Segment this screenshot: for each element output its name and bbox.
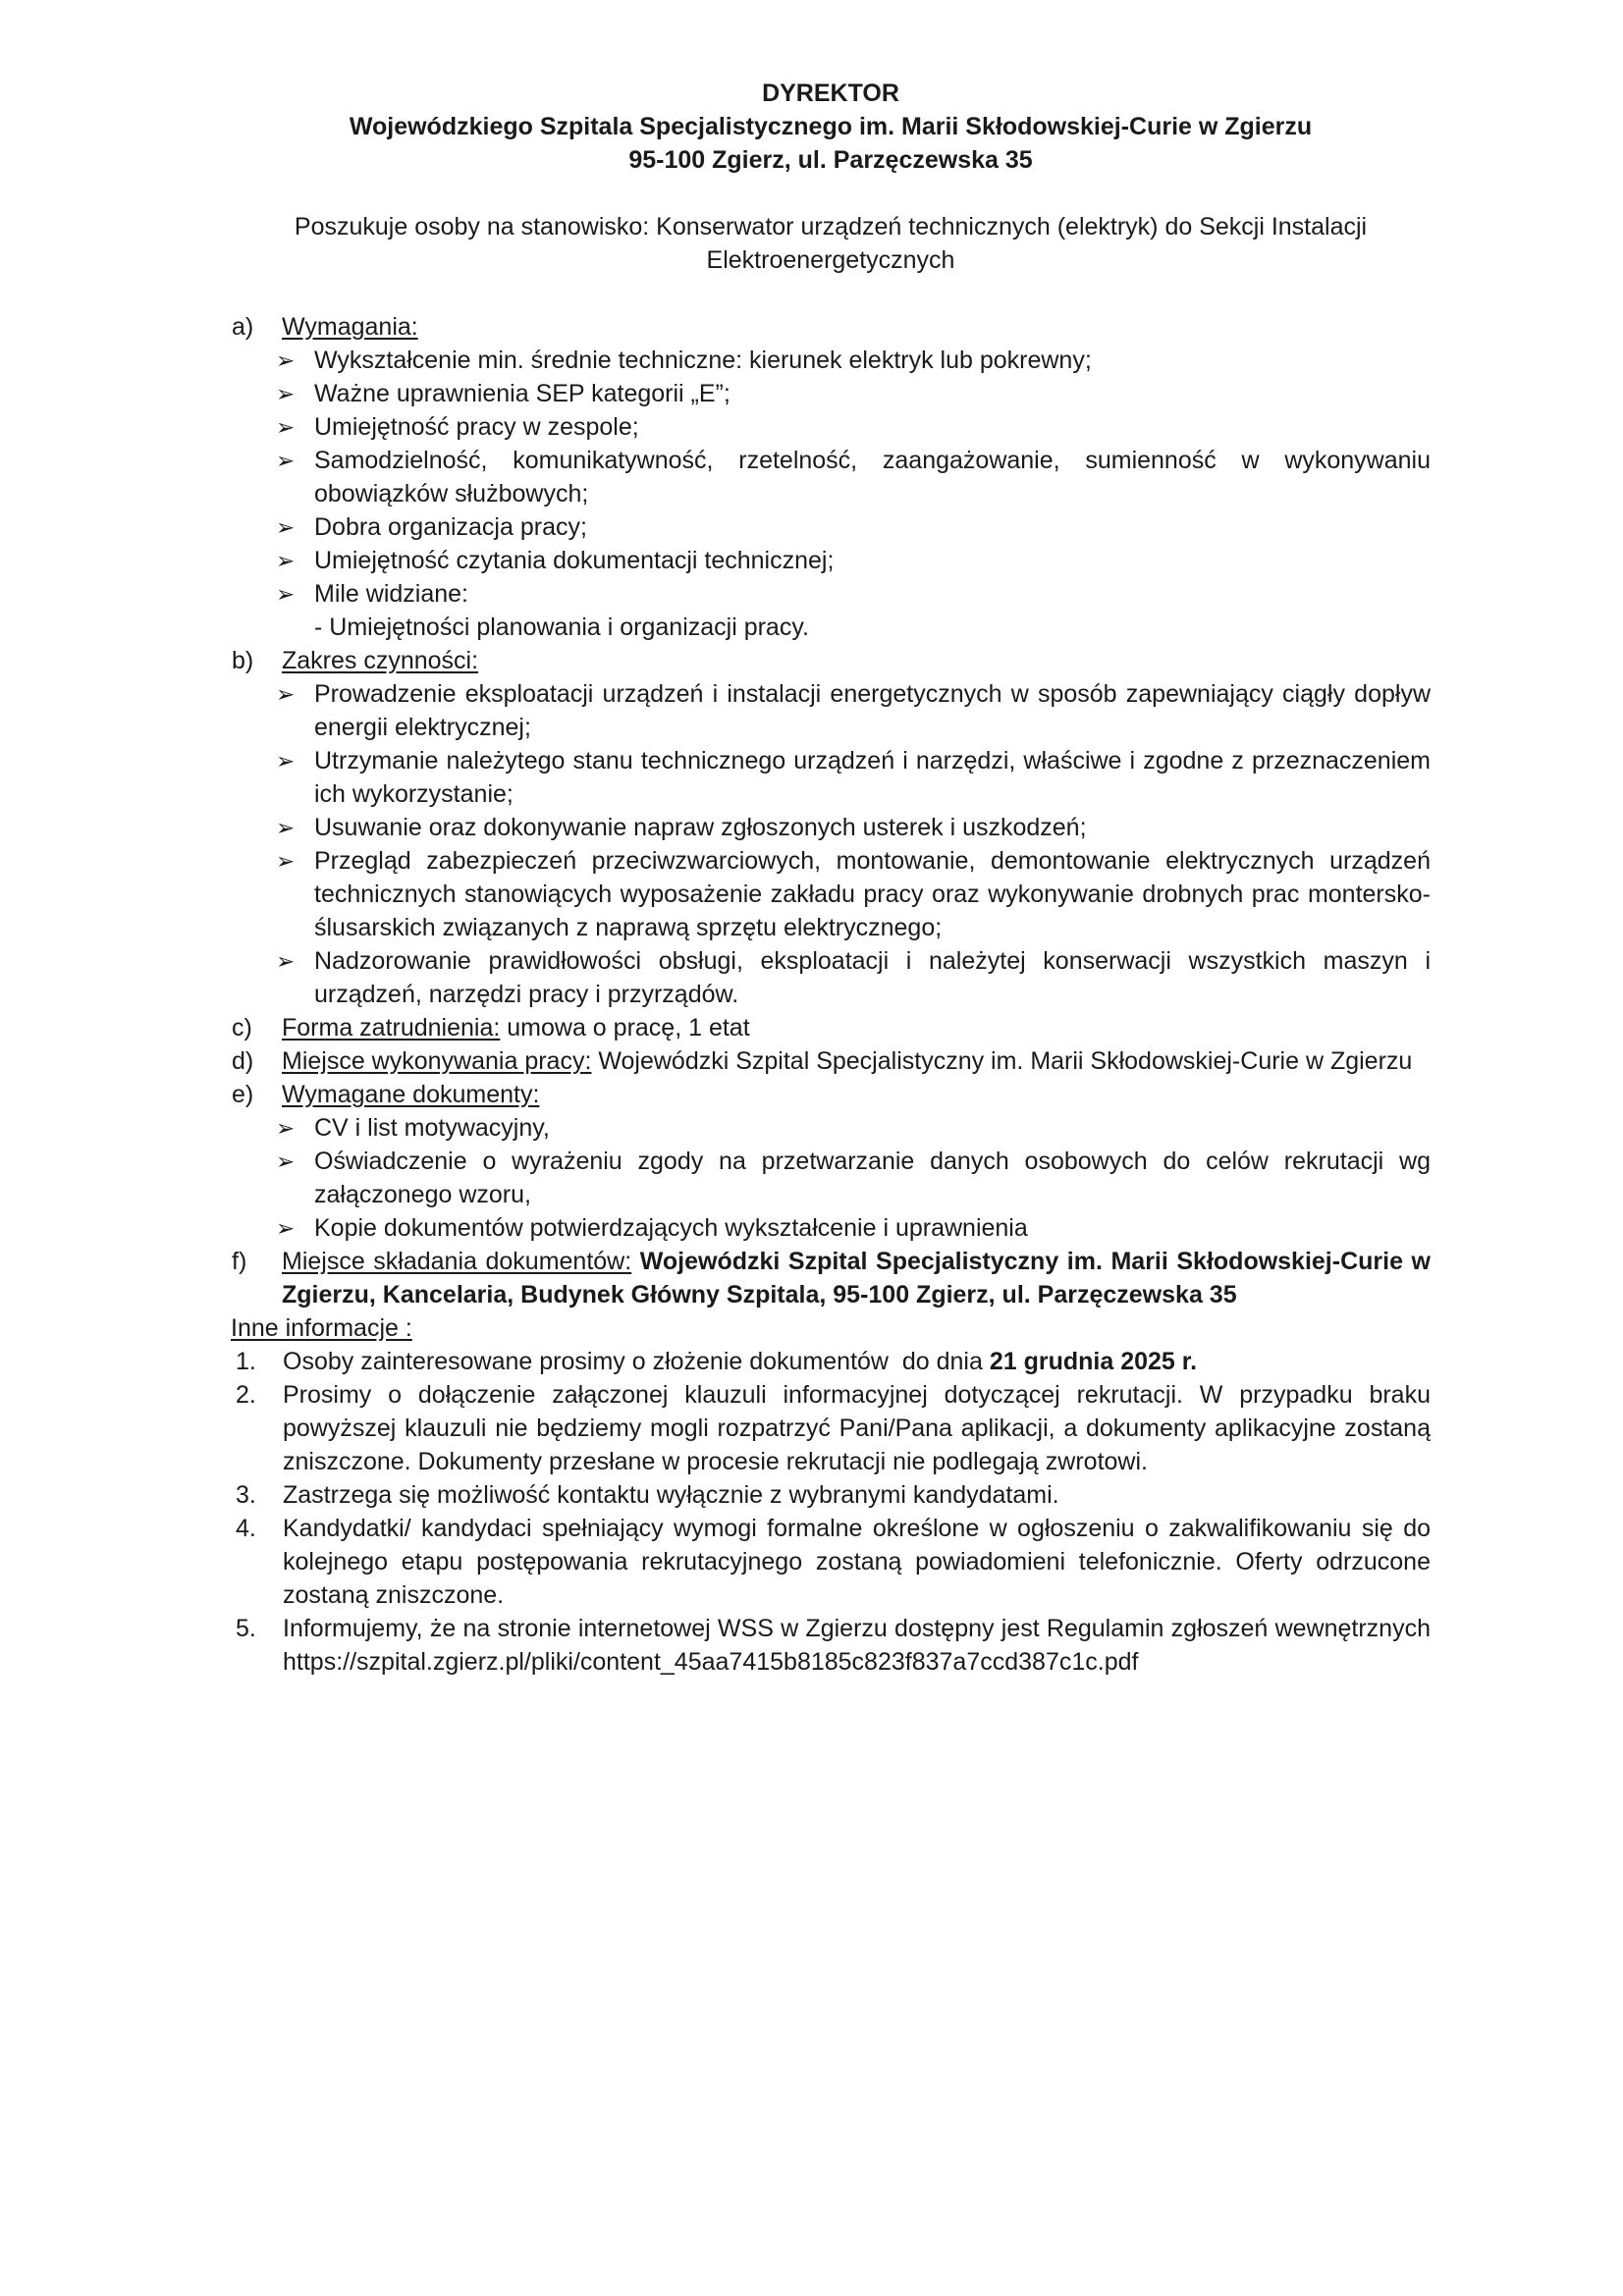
section-text: Wojewódzki Szpital Specjalistyczny im. Marii Skłodowskiej-Curie w Zgierzu: [591, 1047, 1413, 1075]
url-text: https://szpital.zgierz.pl/pliki/content_45aa7415b8185c823f837a7ccd387c1c.pdf: [283, 1648, 1139, 1676]
arrow-bullet-icon: ➢: [276, 414, 296, 440]
arrow-bullet-icon: ➢: [276, 1215, 296, 1241]
bullet-item: [231, 510, 1431, 544]
bullet-item: [231, 577, 1431, 611]
bullet-text: Ważne uprawnienia SEP kategorii „E”;: [314, 380, 730, 407]
section-work-location: [231, 1044, 1431, 1078]
section-text: umowa o pracę, 1 etat: [500, 1014, 750, 1041]
deadline-date: 21 grudnia 2025 r.: [989, 1348, 1198, 1375]
item-number: 3.: [236, 1481, 256, 1509]
item-number: 5.: [236, 1615, 256, 1642]
bullet-text: Umiejętność pracy w zespole;: [314, 413, 639, 441]
bullet-item: [231, 444, 1431, 510]
sub-bullet-text: - Umiejętności planowania i organizacji pracy.: [314, 614, 809, 641]
bullet-text: Oświadczenie o wyrażeniu zgody na przetwarzanie danych osobowych do celów rekrutacji wg załączonego wzoru,: [314, 1148, 1431, 1208]
section-label: Wymagania:: [282, 313, 418, 341]
numbered-item: [231, 1478, 1431, 1512]
bullet-text: Dobra organizacja pracy;: [314, 513, 587, 541]
bullet-item: [231, 944, 1431, 1011]
section-marker: c): [232, 1014, 252, 1041]
bullet-item: [231, 744, 1431, 811]
arrow-bullet-icon: ➢: [276, 681, 296, 707]
section-requirements: [231, 310, 1431, 644]
bullet-item: [231, 844, 1431, 944]
arrow-bullet-icon: ➢: [276, 381, 296, 406]
section-marker: b): [232, 647, 254, 674]
bullet-text: Umiejętność czytania dokumentacji technicznej;: [314, 547, 835, 574]
bullet-text: Wykształcenie min. średnie techniczne: kierunek elektryk lub pokrewny;: [314, 347, 1092, 374]
bullet-item: [231, 1111, 1431, 1145]
item-number: 4.: [236, 1515, 256, 1542]
bullet-item: [231, 344, 1431, 377]
bullet-text: Mile widziane:: [314, 580, 469, 608]
section-label: Zakres czynności:: [282, 647, 479, 674]
bullet-item: [231, 377, 1431, 410]
arrow-bullet-icon: ➢: [276, 815, 296, 840]
bullet-text: Nadzorowanie prawidłowości obsługi, eksploatacji i należytej konserwacji wszystkich maszyn i urządzeń, narzędzi pracy i przyrządów.: [314, 947, 1431, 1008]
numbered-item: [231, 1345, 1431, 1378]
header-title: DYREKTOR: [762, 80, 899, 107]
arrow-bullet-icon: ➢: [276, 448, 296, 473]
header-organization: Wojewódzkiego Szpitala Specjalistycznego im. Marii Skłodowskiej-Curie w Zgierzu: [349, 113, 1313, 140]
item-number: 2.: [236, 1381, 256, 1409]
section-marker: e): [232, 1081, 254, 1108]
document-header: [231, 77, 1431, 177]
arrow-bullet-icon: ➢: [276, 514, 296, 540]
section-marker: f): [232, 1248, 247, 1275]
bullet-text: Prowadzenie eksploatacji urządzeń i instalacji energetycznych w sposób zapewniający ciągły dopływ energii elektrycznej;: [314, 680, 1431, 741]
other-info-heading: [231, 1311, 1431, 1345]
item-text: Osoby zainteresowane prosimy o złożenie dokumentów do dnia: [283, 1348, 990, 1375]
bullet-text: Utrzymanie należytego stanu technicznego urządzeń i narzędzi, właściwe i zgodne z przeznaczeniem ich wykorzystanie;: [314, 747, 1431, 808]
item-number: 1.: [236, 1348, 256, 1375]
numbered-item: [231, 1612, 1431, 1679]
section-label: Forma zatrudnienia:: [282, 1014, 501, 1041]
bullet-item: [231, 1145, 1431, 1211]
bullet-item: [231, 410, 1431, 444]
bullet-item: [231, 811, 1431, 844]
section-label: Miejsce składania dokumentów:: [282, 1248, 632, 1275]
item-text: Prosimy o dołączenie załączonej klauzuli informacyjnej dotyczącej rekrutacji. W przypadku braku powyższej klauzuli nie będziemy mogli rozpatrzyć Pani/Pana aplikacji, a dokumenty aplikacyjne zostaną zniszczone. Dokumenty przesłane w procesie rekrutacji nie podlegają zwrotowi.: [283, 1381, 1431, 1475]
bullet-text: Przegląd zabezpieczeń przeciwzwarciowych, montowanie, demontowanie elektrycznych urządzeń technicznych stanowiących wyposażenie zakładu pracy oraz wykonywanie drobnych prac montersko-ślusarskich związanych z naprawą sprzętu elektrycznego;: [314, 847, 1431, 941]
arrow-bullet-icon: ➢: [276, 848, 296, 874]
section-duties: [231, 644, 1431, 1011]
arrow-bullet-icon: ➢: [276, 948, 296, 974]
section-label: Wymagane dokumenty:: [282, 1081, 540, 1108]
other-info-section: [231, 1311, 1431, 1679]
document-body: [231, 310, 1431, 1679]
item-text: Zastrzega się możliwość kontaktu wyłącznie z wybranymi kandydatami.: [283, 1481, 1059, 1509]
other-info-label: Inne informacje :: [231, 1314, 412, 1342]
arrow-bullet-icon: ➢: [276, 347, 296, 373]
item-text: Kandydatki/ kandydaci spełniający wymogi formalne określone w ogłoszeniu o zakwalifikowaniu się do kolejnego etapu postępowania rekrutacyjnego zostaną powiadomieni telefonicznie. Oferty odrzucone zostaną zniszczone.: [283, 1515, 1431, 1609]
position-intro: Poszukuje osoby na stanowisko: Konserwator urządzeń technicznych (elektryk) do Sekcji Instalacji Elektroenergetycznych: [294, 213, 1368, 274]
section-marker: d): [232, 1047, 254, 1075]
numbered-item: [231, 1512, 1431, 1612]
arrow-bullet-icon: ➢: [276, 748, 296, 774]
bullet-text: Kopie dokumentów potwierdzających wykształcenie i uprawnienia: [314, 1214, 1028, 1242]
section-heading: [231, 310, 1431, 344]
section-heading: [231, 644, 1431, 677]
header-address: 95-100 Zgierz, ul. Parzęczewska 35: [628, 146, 1033, 174]
numbered-item: [231, 1378, 1431, 1478]
bullet-item: [231, 544, 1431, 577]
arrow-bullet-icon: ➢: [276, 581, 296, 607]
arrow-bullet-icon: ➢: [276, 1115, 296, 1141]
arrow-bullet-icon: ➢: [276, 1148, 296, 1174]
section-heading: [231, 1078, 1431, 1111]
arrow-bullet-icon: ➢: [276, 548, 296, 573]
bullet-item: [231, 1211, 1431, 1245]
section-submission-location: [231, 1245, 1431, 1311]
section-label: Miejsce wykonywania pracy:: [282, 1047, 592, 1075]
section-employment-form: [231, 1011, 1431, 1044]
bullet-item: [231, 677, 1431, 744]
bullet-text: Usuwanie oraz dokonywanie napraw zgłoszonych usterek i uszkodzeń;: [314, 814, 1087, 841]
section-marker: a): [232, 313, 254, 341]
bullet-text: Samodzielność, komunikatywność, rzetelność, zaangażowanie, sumienność w wykonywaniu obowiązków służbowych;: [314, 447, 1431, 507]
item-text: Informujemy, że na stronie internetowej WSS w Zgierzu dostępny jest Regulamin zgłoszeń wewnętrznych: [283, 1615, 1431, 1642]
section-required-documents: [231, 1078, 1431, 1245]
bullet-text: CV i list motywacyjny,: [314, 1114, 550, 1142]
section-text-bold: Wojewódzki Szpital Specjalistyczny im. Marii Skłodowskiej-Curie w Zgierzu, Kancelaria, Budynek Główny Szpitala, 95-100 Zgierz, ul. Parzęczewska 35: [282, 1248, 1431, 1308]
